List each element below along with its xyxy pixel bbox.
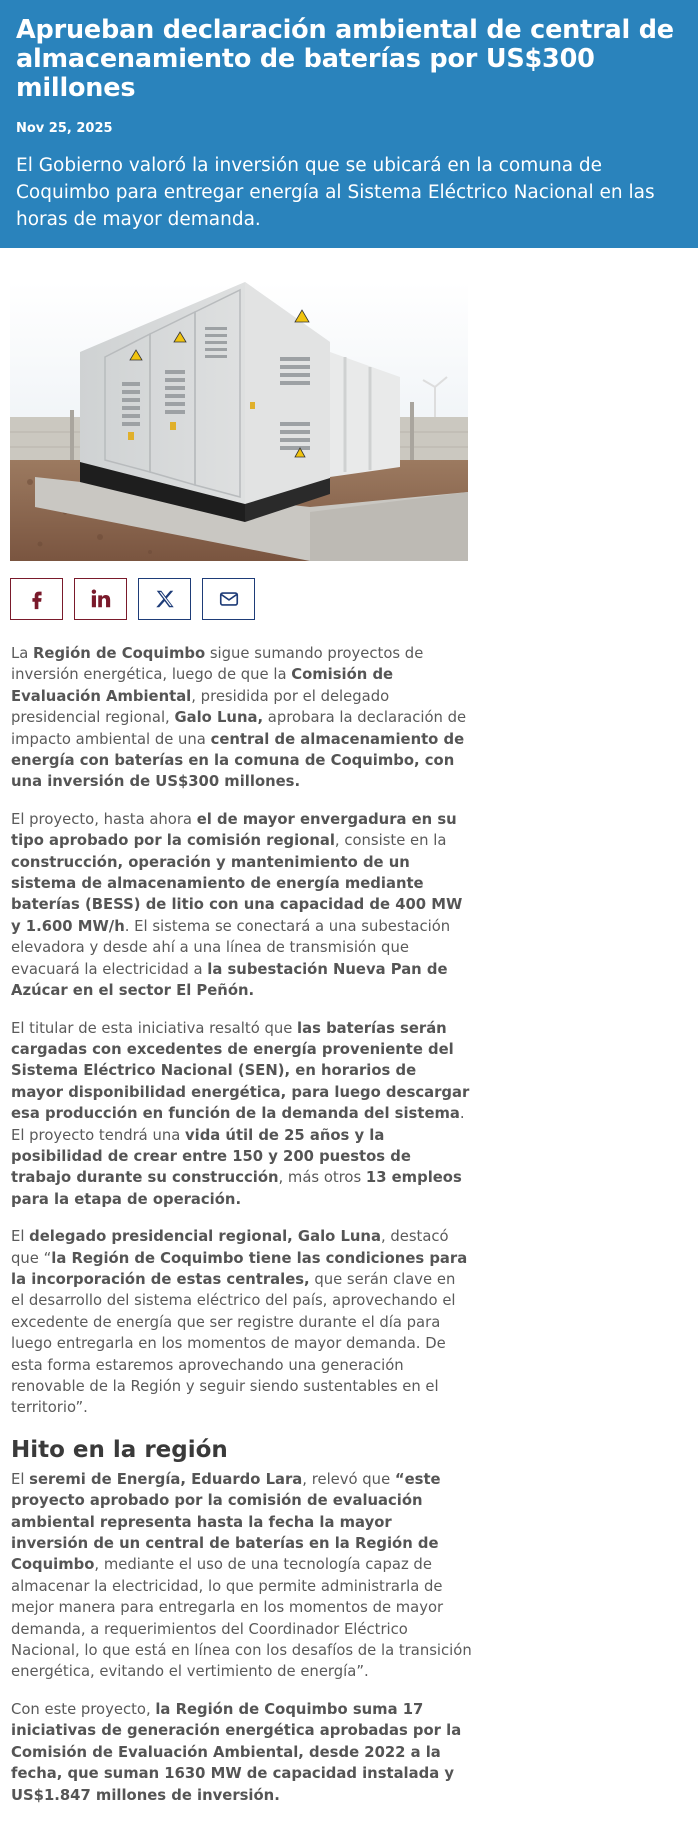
- x-icon: [154, 588, 176, 610]
- text-run: . El proyecto tendrá una: [11, 1105, 465, 1144]
- bold-text: “este proyecto aprobado por la comisión de evaluación ambiental representa hasta la fecha la mayor inversión de un central de baterías en la Región de Coquimbo: [11, 1470, 441, 1574]
- section-heading: Hito en la región: [11, 1436, 228, 1463]
- bold-text: la subestación Nueva Pan de Azúcar en el sector El Peñón.: [11, 960, 448, 1000]
- bold-text: seremi de Energía, Eduardo Lara: [29, 1470, 303, 1488]
- bold-text: el de mayor envergadura en su tipo aprobado por la comisión regional: [11, 810, 457, 850]
- share-linkedin-button[interactable]: [74, 578, 127, 620]
- bold-text: construcción, operación y mantenimiento de un sistema de almacenamiento de energía mediante baterías (BESS) de litio con una capacidad de 400 MW y 1.600 MW/h: [11, 853, 463, 935]
- bold-text: Comisión de Evaluación Ambiental: [11, 666, 394, 705]
- mail-icon: [217, 588, 241, 610]
- text-run: , consiste en la: [334, 832, 447, 850]
- bold-text: vida útil de 25 años y la posibilidad de crear entre 150 y 200 puestos de trabajo durante su construcción: [11, 1126, 411, 1187]
- text-run: El: [11, 1228, 30, 1246]
- bold-text: la Región de Coquimbo tiene las condiciones para la incorporación de estas centrales,: [11, 1249, 468, 1288]
- article-header: [0, 0, 698, 248]
- bold-text: 13 empleos para la etapa de operación.: [11, 1169, 462, 1208]
- bold-text: central de almacenamiento de energía con baterías en la comuna de Coquimbo, con una inversión de US$300 millones.: [11, 730, 465, 791]
- share-bar: [10, 578, 255, 620]
- paragraph-batteries: [11, 1018, 473, 1211]
- text-run: El proyecto, hasta ahora: [11, 810, 197, 828]
- text-run: . El sistema se conectará a una subestación elevadora y desde ahí a una línea de transmisión que evacuará la electricidad a: [11, 917, 451, 978]
- article-lead: El Gobierno valoró la inversión que se ubicará en la comuna de Coquimbo para entregar energía al Sistema Eléctrico Nacional en las horas de mayor demanda.: [16, 155, 655, 230]
- article-photo: [10, 282, 468, 561]
- article-body: [11, 643, 473, 1822]
- bold-text: Región de Coquimbo: [33, 645, 206, 662]
- paragraph-project: [11, 809, 473, 1002]
- facebook-icon: [26, 588, 48, 610]
- text-run: La: [11, 645, 34, 662]
- text-run: , destacó que “: [11, 1228, 449, 1267]
- publish-date: Nov 25, 2025: [16, 121, 113, 136]
- share-email-button[interactable]: [202, 578, 255, 620]
- paragraph-delegate-quote: [11, 1226, 473, 1419]
- text-run: , relevó que: [302, 1470, 395, 1488]
- text-run: que serán clave en el desarrollo del sistema eléctrico del país, aprovechando el excedente de energía que ser registre durante el día para luego entregarla en los momentos de mayor demanda. De esta forma estaremos aprovechando una generación renovable de la Región y seguir siendo sustentables en el territorio”.: [11, 1270, 456, 1417]
- paragraph-seremi-quote: [11, 1469, 473, 1683]
- paragraph-summary: [11, 1699, 473, 1806]
- bold-text: delegado presidencial regional, Galo Luna: [29, 1228, 381, 1246]
- text-run: sigue sumando proyectos de inversión energética, luego de que la: [11, 645, 424, 684]
- text-run: El titular de esta iniciativa resaltó que: [11, 1019, 298, 1037]
- text-run: El: [11, 1470, 30, 1488]
- bold-text: Galo Luna,: [174, 709, 264, 727]
- bold-text: la Región de Coquimbo suma 17 iniciativas de generación energética aprobadas por la Comisión de Evaluación Ambiental, desde 2022 a la fecha, que suman 1630 MW de capacidad instalada y US$1.847 millones de inversión.: [11, 1700, 462, 1804]
- text-run: , mediante el uso de una tecnología capaz de almacenar la electricidad, lo que permite administrarla de mejor manera para entregarla en los momentos de mayor demanda, a requerimientos del Coordinador Eléctrico Nacional, lo que está en línea con los desafíos de la transición energética, evitando el vertimiento de energía”.: [11, 1556, 472, 1681]
- share-x-button[interactable]: [138, 578, 191, 620]
- share-facebook-button[interactable]: [10, 578, 63, 620]
- article-title: Aprueban declaración ambiental de central de almacenamiento de baterías por US$300 millones: [16, 15, 674, 103]
- text-run: aprobara la declaración de impacto ambiental de una: [11, 709, 467, 748]
- linkedin-icon: [90, 588, 112, 610]
- bold-text: las baterías serán cargadas con excedentes de energía proveniente del Sistema Eléctrico Nacional (SEN), en horarios de mayor disponibilidad energética, para luego descargar esa producción en función de la demanda del sistema: [11, 1019, 470, 1123]
- paragraph-intro: [11, 643, 473, 793]
- battery-container-image: [10, 282, 468, 561]
- text-run: , más otros: [278, 1169, 366, 1187]
- text-run: , presidida por el delegado presidencial regional,: [11, 687, 390, 727]
- text-run: Con este proyecto,: [11, 1700, 156, 1718]
